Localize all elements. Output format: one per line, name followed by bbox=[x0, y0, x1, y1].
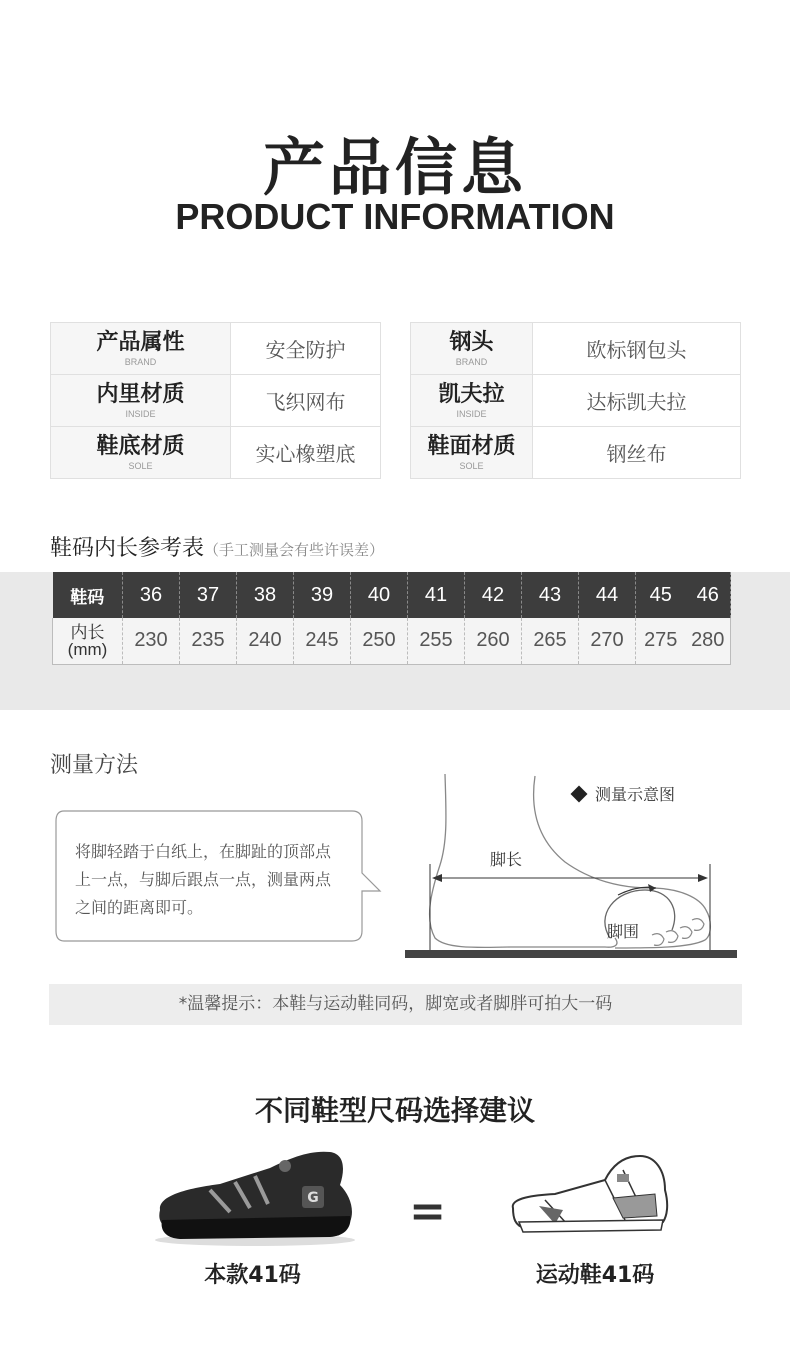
size-cell: 44 bbox=[579, 572, 636, 618]
info-row bbox=[411, 375, 741, 427]
info-row bbox=[411, 323, 741, 375]
info-label: 鞋面材质 bbox=[427, 433, 516, 459]
length-cell: 260 bbox=[465, 618, 522, 664]
info-row bbox=[51, 375, 381, 427]
length-cell: 280 bbox=[686, 618, 731, 664]
info-label-cell bbox=[411, 427, 533, 479]
size-cell: 38 bbox=[237, 572, 294, 618]
length-cell: 235 bbox=[180, 618, 237, 664]
info-value: 钢丝布 bbox=[533, 427, 741, 479]
info-label-en: SOLE bbox=[459, 460, 484, 471]
size-row-header: 鞋码 bbox=[53, 572, 123, 618]
length-row-header-line2: (mm) bbox=[67, 639, 108, 659]
info-label-cell bbox=[51, 323, 231, 375]
size-cell: 43 bbox=[522, 572, 579, 618]
length-row-header bbox=[53, 618, 123, 664]
size-cell: 40 bbox=[351, 572, 408, 618]
info-row bbox=[51, 427, 381, 479]
size-cell: 42 bbox=[465, 572, 522, 618]
size-chart-heading: 鞋码内长参考表 bbox=[50, 536, 205, 561]
length-cell: 230 bbox=[123, 618, 180, 664]
info-value: 安全防护 bbox=[231, 323, 381, 375]
info-label: 钢头 bbox=[449, 329, 494, 355]
info-table-left bbox=[50, 322, 381, 479]
foot-girth-label: 脚围 bbox=[607, 922, 640, 941]
right-caption: 运动鞋41码 bbox=[535, 1263, 655, 1288]
length-row bbox=[53, 618, 731, 664]
size-chart-title bbox=[50, 531, 384, 562]
equals-sign: = bbox=[409, 1186, 446, 1237]
size-cell: 46 bbox=[686, 572, 731, 618]
foot-length-label: 脚长 bbox=[490, 850, 523, 869]
method-description: 将脚轻踏于白纸上，在脚趾的顶部点上一点，与脚后跟点一点，测量两点之间的距离即可。 bbox=[75, 842, 332, 917]
size-tip: *温馨提示：本鞋与运动鞋同码，脚宽或者脚胖可拍大一码 bbox=[49, 984, 742, 1025]
sneaker-image bbox=[505, 1150, 675, 1240]
info-label: 产品属性 bbox=[96, 329, 185, 355]
length-cell: 250 bbox=[351, 618, 408, 664]
info-table-right bbox=[410, 322, 741, 479]
info-label-cell bbox=[51, 375, 231, 427]
info-label: 凯夫拉 bbox=[438, 381, 505, 407]
size-cell: 36 bbox=[123, 572, 180, 618]
info-label-cell bbox=[51, 427, 231, 479]
size-cell: 41 bbox=[408, 572, 465, 618]
length-cell: 255 bbox=[408, 618, 465, 664]
size-chart-note: （手工测量会有些许误差） bbox=[204, 541, 385, 559]
info-label-en: INSIDE bbox=[456, 408, 487, 419]
page-title: 产品信息 bbox=[262, 131, 527, 204]
safety-shoe-image bbox=[150, 1140, 365, 1250]
advice-title: 不同鞋型尺码选择建议 bbox=[254, 1094, 535, 1127]
size-row bbox=[53, 572, 731, 618]
info-value: 达标凯夫拉 bbox=[533, 375, 741, 427]
size-chart-table bbox=[52, 572, 731, 665]
info-label: 鞋底材质 bbox=[96, 433, 185, 459]
diagram-legend-label: 测量示意图 bbox=[595, 785, 676, 804]
length-cell: 245 bbox=[294, 618, 351, 664]
info-label-cell bbox=[411, 375, 533, 427]
info-value: 飞织网布 bbox=[231, 375, 381, 427]
length-cell: 270 bbox=[579, 618, 636, 664]
size-cell: 37 bbox=[180, 572, 237, 618]
info-value: 实心橡塑底 bbox=[231, 427, 381, 479]
size-cell: 45 bbox=[636, 572, 686, 618]
length-row-header-line1: 内长 bbox=[70, 622, 105, 642]
info-label-en: BRAND bbox=[455, 356, 488, 367]
left-caption: 本款41码 bbox=[204, 1263, 301, 1288]
info-label-en: INSIDE bbox=[125, 408, 156, 419]
method-title: 测量方法 bbox=[50, 753, 139, 778]
info-row bbox=[51, 323, 381, 375]
info-label-en: BRAND bbox=[124, 356, 157, 367]
size-cell: 39 bbox=[294, 572, 351, 618]
info-label-en: SOLE bbox=[128, 460, 153, 471]
info-label: 内里材质 bbox=[96, 381, 185, 407]
diamond-icon bbox=[571, 785, 588, 802]
info-label-cell bbox=[411, 323, 533, 375]
length-cell: 275 bbox=[636, 618, 686, 664]
page-subtitle: PRODUCT INFORMATION bbox=[175, 196, 615, 237]
length-cell: 265 bbox=[522, 618, 579, 664]
shoe-logo: G bbox=[307, 1190, 319, 1206]
info-row bbox=[411, 427, 741, 479]
diagram-legend bbox=[573, 782, 675, 805]
info-value: 欧标钢包头 bbox=[533, 323, 741, 375]
length-cell: 240 bbox=[237, 618, 294, 664]
